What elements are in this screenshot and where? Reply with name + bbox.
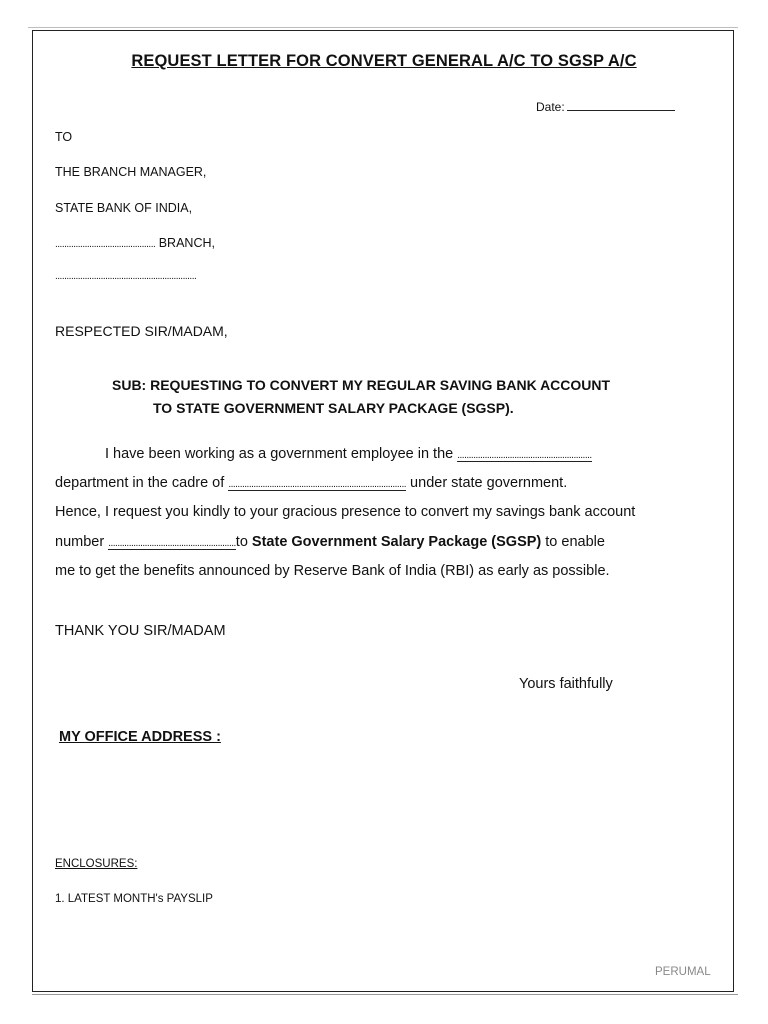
footer-name: PERUMAL: [655, 966, 711, 978]
body-line-3: Hence, I request you kindly to your gracious presence to convert my savings bank account: [55, 504, 636, 520]
account-number-blank: ........................................................: [108, 538, 236, 549]
body-text: under state government.: [406, 475, 568, 491]
branch-line: [55, 236, 215, 250]
bank-line: STATE BANK OF INDIA,: [55, 201, 193, 215]
enclosure-item: 1. LATEST MONTH's PAYSLIP: [55, 893, 213, 905]
body-line-5: me to get the benefits announced by Reserve Bank of India (RBI) as early as possible.: [55, 563, 610, 579]
recipient-line: THE BRANCH MANAGER,: [55, 165, 207, 179]
department-blank: ...........................................................: [457, 450, 592, 461]
body-line-2: [55, 475, 567, 491]
subject-line-2: TO STATE GOVERNMENT SALARY PACKAGE (SGSP).: [153, 400, 514, 416]
enclosures-label: ENCLOSURES:: [55, 858, 138, 870]
body-text: I have been working as a government employee in the: [105, 446, 458, 462]
address-blank: ..............................................................: [55, 271, 197, 282]
branch-label: BRANCH,: [155, 236, 215, 250]
branch-blank: ............................................: [55, 239, 156, 250]
date-label: Date:: [536, 100, 565, 114]
bottom-rule: [32, 994, 738, 995]
subject-line-1: SUB: REQUESTING TO CONVERT MY REGULAR SAVING BANK ACCOUNT: [112, 377, 611, 393]
letter-title: REQUEST LETTER FOR CONVERT GENERAL A/C TO SGSP A/C: [131, 52, 637, 70]
top-rule: [28, 27, 738, 28]
body-line-4: [55, 534, 605, 550]
cadre-blank: ..............................................................................: [228, 479, 407, 490]
body-line-1: [105, 446, 592, 462]
body-text: number: [55, 534, 109, 550]
thanks-line: THANK YOU SIR/MADAM: [55, 623, 226, 639]
office-address-label: MY OFFICE ADDRESS :: [59, 729, 221, 745]
address-line: [55, 268, 196, 282]
subject: [112, 374, 610, 420]
salutation: RESPECTED SIR/MADAM,: [55, 323, 228, 339]
body-text: to enable: [541, 534, 605, 550]
to-line: TO: [55, 130, 73, 144]
sgsp-bold-text: State Government Salary Package (SGSP): [251, 534, 542, 550]
date-blank-line: [567, 99, 675, 111]
body-text: department in the cadre of: [55, 475, 229, 491]
closing: Yours faithfully: [519, 676, 613, 692]
body-text: to: [235, 534, 252, 550]
date-field: [536, 99, 675, 114]
